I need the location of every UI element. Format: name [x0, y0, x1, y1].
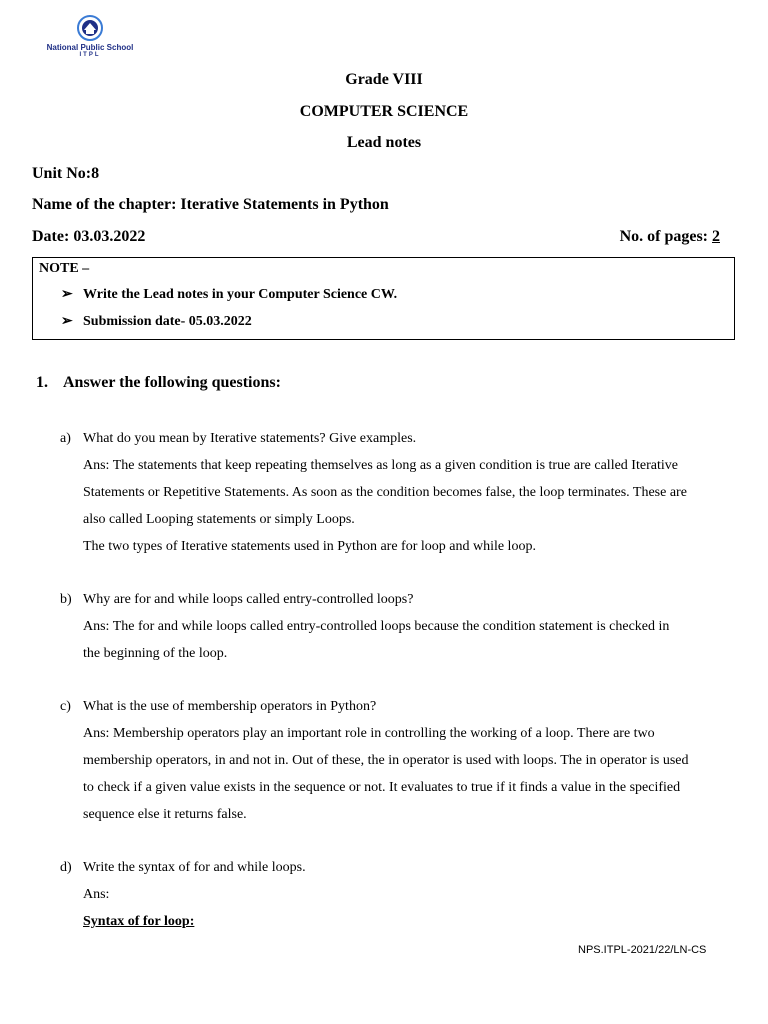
date-line: Date: 03.03.2022 — [32, 228, 146, 245]
syntax-subheading: Syntax of for loop: — [83, 914, 195, 929]
unit-number: Unit No:8 — [32, 165, 100, 182]
question-block — [83, 425, 743, 560]
subject-title: COMPUTER SCIENCE — [299, 103, 469, 120]
page-count-value: 2 — [712, 228, 720, 245]
section-number: 1. — [36, 374, 48, 391]
answer-line: Ans: The for and while loops called entry-controlled loops because the condition statement is checked in — [83, 619, 670, 634]
arrow-bullet-icon: ➢ — [61, 287, 73, 302]
answer-line: Statements or Repetitive Statements. As soon as the condition becomes false, the loop terminates. These are — [83, 485, 687, 500]
question-block — [83, 586, 743, 667]
school-name: National Public School — [46, 43, 134, 52]
page-count-label: No. of pages: — [619, 228, 708, 245]
question-letter: b) — [60, 592, 72, 607]
note-item: ➢ Write the Lead notes in your Computer Science CW. — [61, 287, 398, 302]
answer-line: to check if a given value exists in the sequence or not. It evaluates to true if it finds a value in the specified — [83, 780, 681, 795]
school-branch: ITPL — [79, 52, 101, 58]
question-block — [83, 693, 743, 828]
doc-type-title: Lead notes — [346, 134, 422, 151]
note-title: NOTE – — [39, 261, 90, 276]
answer-line: Ans: — [83, 887, 110, 902]
question-letter: c) — [60, 699, 71, 714]
grade-title: Grade VIII — [345, 71, 423, 88]
answer-line: The two types of Iterative statements used in Python are for loop and while loop. — [83, 539, 536, 554]
answer-line: Ans: The statements that keep repeating themselves as long as a given condition is true are called Iterative — [83, 458, 678, 473]
chapter-name: Name of the chapter: Iterative Statements in Python — [32, 196, 389, 213]
note-box — [32, 257, 735, 340]
school-logo — [32, 14, 148, 60]
question-letter: a) — [60, 431, 71, 446]
question-text: What do you mean by Iterative statements? Give examples. — [83, 431, 417, 446]
footer-code: NPS.ITPL-2021/22/LN-CS — [578, 944, 707, 956]
question-text: Why are for and while loops called entry-controlled loops? — [83, 592, 414, 607]
answer-line: Ans: Membership operators play an important role in controlling the working of a loop. There are two — [83, 726, 655, 741]
question-letter: d) — [60, 860, 72, 875]
note-item: ➢ Submission date- 05.03.2022 — [61, 314, 252, 329]
question-text: Write the syntax of for and while loops. — [83, 860, 306, 875]
section-title: Answer the following questions: — [63, 374, 281, 391]
page-count — [560, 227, 720, 247]
answer-line: membership operators, in and not in. Out of these, the in operator is used with loops. The in operator is used — [83, 753, 689, 768]
school-emblem-icon — [32, 14, 148, 44]
answer-line: also called Looping statements or simply Loops. — [83, 512, 355, 527]
question-text: What is the use of membership operators in Python? — [83, 699, 377, 714]
question-block — [83, 854, 743, 935]
arrow-bullet-icon: ➢ — [61, 314, 73, 329]
answer-line: the beginning of the loop. — [83, 646, 228, 661]
answer-line: sequence else it returns false. — [83, 807, 247, 822]
